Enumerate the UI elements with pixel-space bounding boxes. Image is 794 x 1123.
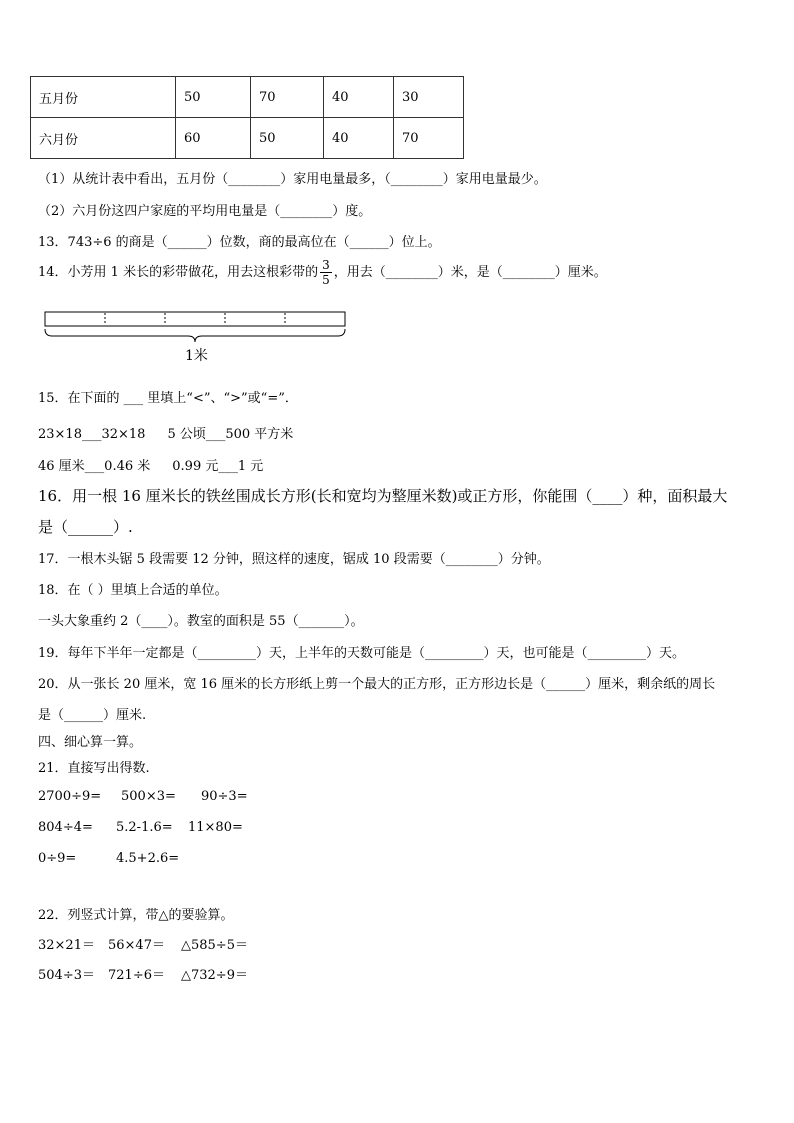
fraction-denominator: 5: [322, 273, 330, 287]
table-cell: 70: [251, 77, 324, 118]
calc-row: [38, 789, 248, 804]
question-12-part-2: （2）六月份这四户家庭的平均用电量是（________）度。: [38, 204, 372, 219]
electricity-table: [30, 76, 464, 159]
question-14-text-before: 14．小芳用 1 米长的彩带做花，用去这根彩带的: [38, 265, 319, 280]
calc-item: 500×3=: [121, 789, 176, 804]
question-20-line-1: 20．从一张长 20 厘米，宽 16 厘米的长方形纸上剪一个最大的正方形，正方形边长是（______）厘米，剩余纸的周长: [38, 677, 716, 692]
table-cell: 50: [176, 77, 251, 118]
question-13: 13．743÷6 的商是（______）位数，商的最高位在（______）位上。: [38, 235, 441, 250]
question-19: 19．每年下半年一定都是（_________）天，上半年的天数可能是（_________）天，也可能是（_________）天。: [38, 646, 686, 661]
calc-item: △585÷5＝: [181, 938, 248, 953]
ribbon-length-label: 1米: [185, 348, 208, 364]
calc-row: [38, 851, 179, 866]
question-16-line-1: 16．用一根 16 厘米长的铁丝围成长方形(长和宽均为整厘米数)或正方形，你能围（____）种，面积最大: [38, 487, 728, 505]
question-20-line-2: 是（______）厘米.: [38, 708, 147, 723]
calc-item: 56×47＝: [108, 938, 165, 953]
calc-item: 721÷6＝: [108, 968, 165, 983]
question-16-line-2: 是（______）.: [38, 518, 133, 536]
calc-item: 11×80=: [188, 820, 243, 835]
table-cell: 60: [176, 118, 251, 159]
calc-item: △732÷9＝: [181, 968, 248, 983]
calc-item: 804÷4=: [38, 820, 93, 835]
question-18-prompt: 18．在（ ）里填上合适的单位。: [38, 583, 228, 598]
comparison-item: 5 公顷___500 平方米: [167, 427, 294, 442]
calc-item: 0÷9=: [38, 851, 77, 866]
table-row: [31, 77, 464, 118]
table-row: [31, 118, 464, 159]
question-12-part-1: （1）从统计表中看出，五月份（________）家用电量最多，（________）家用电量最少。: [38, 172, 547, 187]
calc-item: 4.5+2.6=: [116, 851, 180, 866]
question-14: [38, 258, 607, 287]
table-cell: 40: [324, 77, 394, 118]
question-15-row-2: [38, 455, 263, 474]
table-cell: 70: [394, 118, 464, 159]
calc-row: [38, 964, 248, 983]
comparison-item: 46 厘米___0.46 米: [38, 459, 151, 474]
question-21-title: 21．直接写出得数.: [38, 761, 150, 776]
calc-item: 90÷3=: [201, 789, 248, 804]
table-cell: 30: [394, 77, 464, 118]
question-17: 17．一根木头锯 5 段需要 12 分钟，照这样的速度，锯成 10 段需要（________）分钟。: [38, 552, 550, 567]
calc-row: [38, 820, 243, 835]
table-cell: 40: [324, 118, 394, 159]
question-18-items: 一头大象重约 2（____）。教室的面积是 55（_______）。: [38, 614, 364, 629]
section-heading: 四、细心算一算。: [38, 735, 143, 750]
question-15-row-1: [38, 423, 293, 442]
calc-item: 2700÷9=: [38, 789, 102, 804]
question-22-title: 22．列竖式计算，带△的要验算。: [38, 908, 234, 923]
table-cell: 50: [251, 118, 324, 159]
ribbon-bar: [45, 312, 345, 326]
calc-row: [38, 934, 248, 953]
row-label: 五月份: [31, 77, 176, 118]
fraction-numerator: 3: [322, 258, 330, 272]
comparison-item: 0.99 元___1 元: [172, 459, 264, 474]
calc-item: 504÷3＝: [38, 968, 95, 983]
row-label: 六月份: [31, 118, 176, 159]
calc-item: 5.2-1.6=: [116, 820, 173, 835]
fraction: [320, 258, 332, 287]
question-15-prompt: 15．在下面的 ___ 里填上“<”、“>”或“=”．: [38, 391, 298, 406]
comparison-item: 23×18___32×18: [38, 427, 146, 442]
calc-item: 32×21＝: [38, 938, 95, 953]
question-14-text-after: ，用去（________）米，是（________）厘米。: [333, 265, 607, 280]
brace-icon: [45, 329, 345, 342]
